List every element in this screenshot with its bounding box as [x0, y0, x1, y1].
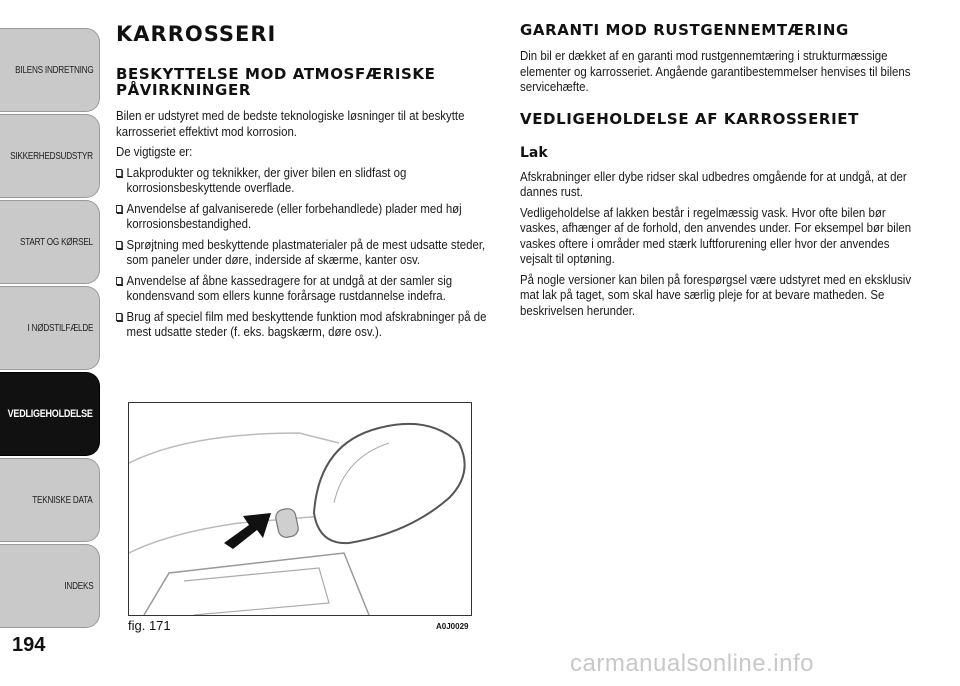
page-number: 194: [12, 634, 46, 656]
list-item: [116, 309, 496, 340]
paint-paragraph: Afskrabninger eller dybe ridser skal udbedres omgående for at undgå, at der dannes rust.: [520, 168, 907, 199]
list-item-text: Lakprodukter og teknikker, der giver bilen en slidfast og korrosionsbeskyttende overflade.: [126, 164, 407, 195]
watermark: carmanualsonline.info: [570, 650, 814, 677]
section-title-protection: BESKYTTELSE MOD ATMOSFÆRISKE PÅVIRKNINGER: [116, 65, 436, 99]
paint-paragraph: Vedligeholdelse af lakken består i regelmæssig vask. Hvor ofte bilen bør vaskes, afhænger af de forhold, den anvendes under. For eksempel bør bilen vaskes oftere i områder med stærk luftforurening eller hvor der anvendes vejsalt til optøning.: [520, 204, 912, 266]
tab-indeks[interactable]: [0, 544, 100, 628]
checkbox-bullet-icon: [116, 241, 122, 249]
list-item-text: Anvendelse af åbne kassedragere for at undgå at der samler sig kondensvand som ellers kunne forårsage rustdannelse indefra.: [126, 272, 453, 303]
tab-label: VEDLIGEHOLDELSE: [7, 408, 93, 420]
car-rear-illustration: [129, 403, 471, 615]
tab-label: INDEKS: [63, 580, 93, 592]
list-item: [116, 201, 496, 232]
figure-illustration: [128, 402, 472, 616]
figure-caption: fig. 171: [128, 618, 171, 633]
list-item-text: Brug af speciel film med beskyttende funktion mod afskrabninger på de mest udsatte steder (f. eks. bagskærm, døre osv.).: [126, 308, 487, 339]
chapter-tabs: [0, 28, 100, 630]
checkbox-bullet-icon: [116, 277, 122, 285]
checkbox-bullet-icon: [116, 169, 122, 177]
protection-list: [116, 165, 498, 340]
tab-start-og-korsel[interactable]: [0, 200, 100, 284]
subsection-title-paint: Lak: [520, 144, 548, 161]
tab-label: SIKKERHEDSUDSTYR: [10, 150, 93, 162]
figure-code: A0J0029: [436, 622, 469, 631]
page-title: KARROSSERI: [116, 22, 277, 46]
checkbox-bullet-icon: [116, 313, 122, 321]
paint-paragraph: På nogle versioner kan bilen på forespørgsel være udstyret med en eksklusiv mat lak på taget, som skal have særlig pleje for at bevare matheden. Se beskrivelsen herunder.: [520, 271, 912, 318]
tab-vedligeholdelse[interactable]: [0, 372, 100, 456]
list-item: [116, 273, 496, 304]
list-item: [116, 237, 496, 268]
section-title-maintenance: VEDLIGEHOLDELSE AF KARROSSERIET: [520, 109, 859, 128]
left-column: [116, 22, 498, 345]
list-item-text: Anvendelse af galvaniserede (eller forbehandlede) plader med høj korrosionsbestandighed.: [126, 200, 462, 231]
list-item: [116, 165, 496, 196]
tab-label: START OG KØRSEL: [20, 236, 93, 248]
checkbox-bullet-icon: [116, 205, 122, 213]
tab-label: TEKNISKE DATA: [32, 494, 93, 506]
tab-sikkerhedsudstyr[interactable]: [0, 114, 100, 198]
right-column: [520, 22, 915, 323]
tab-bilens-indretning[interactable]: [0, 28, 100, 112]
section-title-warranty: GARANTI MOD RUSTGENNEMTÆRING: [520, 21, 849, 39]
intro-text: Bilen er udstyret med de bedste teknologiske løsninger til at beskytte karrosseriet effektivt mod korrosion.: [116, 108, 465, 139]
tab-label: BILENS INDRETNING: [14, 64, 93, 76]
pointer-arrow-icon: [224, 513, 271, 549]
tab-label: I NØDSTILFÆLDE: [27, 322, 93, 334]
tab-i-nodstilfaelde[interactable]: [0, 286, 100, 370]
list-item-text: Sprøjtning med beskyttende plastmaterialer på de mest udsatte steder, som paneler under døre, inderside af skærme, kanter osv.: [126, 236, 486, 267]
warranty-text: Din bil er dækket af en garanti mod rustgennemtæring i strukturmæssige elementer og karrosseriet. Angående garantibestemmelser henvises til bilens servicehæfte.: [520, 48, 911, 94]
lead-text: De vigtigste er:: [116, 144, 193, 159]
tab-tekniske-data[interactable]: [0, 458, 100, 542]
